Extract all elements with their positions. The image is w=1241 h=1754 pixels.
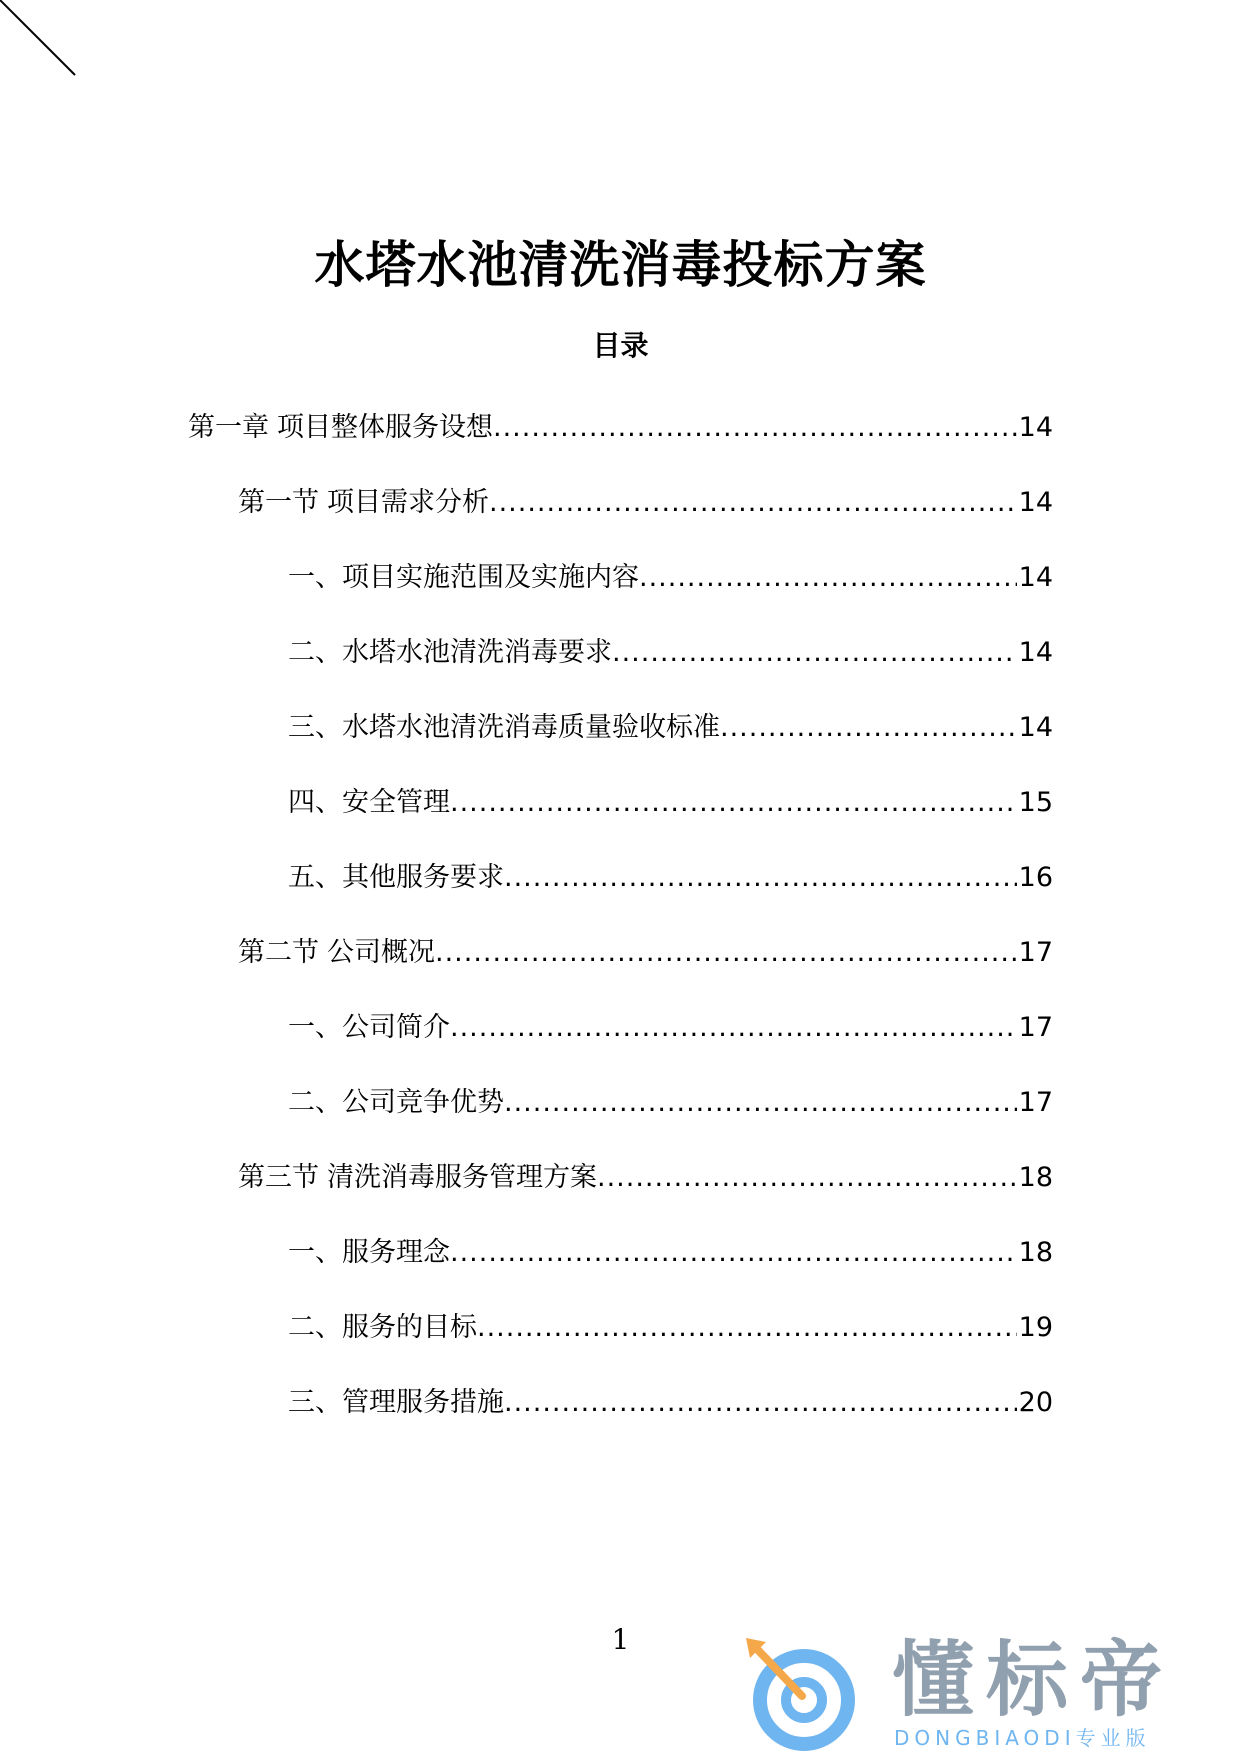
document-title: 水塔水池清洗消毒投标方案 xyxy=(314,235,927,294)
toc-dot-leader xyxy=(477,1308,1017,1348)
toc-entry-prefix: 第一章 xyxy=(188,412,269,443)
toc-dot-leader xyxy=(450,1233,1017,1273)
toc-entry-text: 二、服务的目标 xyxy=(288,1312,477,1343)
page-number: 1 xyxy=(611,1623,630,1656)
toc-entry-page: 15 xyxy=(1018,787,1053,818)
toc-entry[interactable] xyxy=(288,1383,1053,1423)
toc-dot-leader xyxy=(504,858,1017,898)
toc-entry-page: 16 xyxy=(1018,862,1053,893)
toc-entry-text: 二、公司竞争优势 xyxy=(288,1087,504,1118)
toc-entry-page: 14 xyxy=(1018,412,1053,443)
toc-entry-text: 五、其他服务要求 xyxy=(288,862,504,893)
toc-entry-page: 17 xyxy=(1018,937,1053,968)
toc-entry[interactable] xyxy=(238,483,1053,523)
toc-entry-text: 一、公司简介 xyxy=(288,1012,450,1043)
toc-dot-leader xyxy=(435,933,1017,973)
toc-dot-leader xyxy=(450,1008,1017,1048)
toc-entry-text: 一、项目实施范围及实施内容 xyxy=(288,562,639,593)
toc-entry-text: 项目整体服务设想 xyxy=(277,412,493,443)
toc-entry-page: 18 xyxy=(1018,1237,1053,1268)
toc-entry-prefix: 第一节 xyxy=(238,487,319,518)
toc-heading: 目录 xyxy=(592,329,649,362)
toc-entry-page: 20 xyxy=(1018,1387,1053,1418)
toc-entry[interactable] xyxy=(188,408,1053,448)
toc-entry[interactable] xyxy=(288,558,1053,598)
toc-entry-page: 14 xyxy=(1018,637,1053,668)
toc-dot-leader xyxy=(504,1383,1017,1423)
toc-entry[interactable] xyxy=(238,933,1053,973)
toc-entry-prefix: 第二节 xyxy=(238,937,319,968)
toc-entry[interactable] xyxy=(238,1158,1053,1198)
toc-entry-page: 17 xyxy=(1018,1087,1053,1118)
brand-watermark xyxy=(742,1634,1222,1752)
target-logo-icon xyxy=(742,1634,862,1752)
toc-entry-text: 公司概况 xyxy=(327,937,435,968)
corner-crop-mark xyxy=(0,0,80,80)
toc-dot-leader xyxy=(489,483,1017,523)
toc-dot-leader xyxy=(504,1083,1017,1123)
toc-dot-leader xyxy=(639,558,1017,598)
toc-entry-text: 清洗消毒服务管理方案 xyxy=(327,1162,597,1193)
toc-entry-prefix: 第三节 xyxy=(238,1162,319,1193)
toc-entry-page: 19 xyxy=(1018,1312,1053,1343)
toc-entry-page: 14 xyxy=(1018,562,1053,593)
toc-entry[interactable] xyxy=(288,858,1053,898)
toc-entry-page: 17 xyxy=(1018,1012,1053,1043)
toc-entry[interactable] xyxy=(288,1083,1053,1123)
toc-entry[interactable] xyxy=(288,1308,1053,1348)
toc-entry-text: 三、管理服务措施 xyxy=(288,1387,504,1418)
toc-entry-page: 18 xyxy=(1018,1162,1053,1193)
toc-dot-leader xyxy=(612,633,1017,673)
toc-entry-text: 四、安全管理 xyxy=(288,787,450,818)
toc-dot-leader xyxy=(450,783,1017,823)
toc-entry-page: 14 xyxy=(1018,487,1053,518)
toc-entry[interactable] xyxy=(288,633,1053,673)
toc-entry-page: 14 xyxy=(1018,712,1053,743)
toc-entry[interactable] xyxy=(288,1233,1053,1273)
brand-name: 懂标帝 xyxy=(892,1633,1175,1728)
toc-entry-text: 三、水塔水池清洗消毒质量验收标准 xyxy=(288,712,720,743)
toc-dot-leader xyxy=(493,408,1017,448)
toc-dot-leader xyxy=(720,708,1017,748)
toc-entry-text: 一、服务理念 xyxy=(288,1237,450,1268)
brand-subtitle: DONGBIAODI专业版 xyxy=(894,1726,1151,1750)
toc-entry[interactable] xyxy=(288,708,1053,748)
toc-entry-text: 项目需求分析 xyxy=(327,487,489,518)
toc-entry[interactable] xyxy=(288,783,1053,823)
toc-dot-leader xyxy=(597,1158,1017,1198)
toc-entry-text: 二、水塔水池清洗消毒要求 xyxy=(288,637,612,668)
toc-entry[interactable] xyxy=(288,1008,1053,1048)
